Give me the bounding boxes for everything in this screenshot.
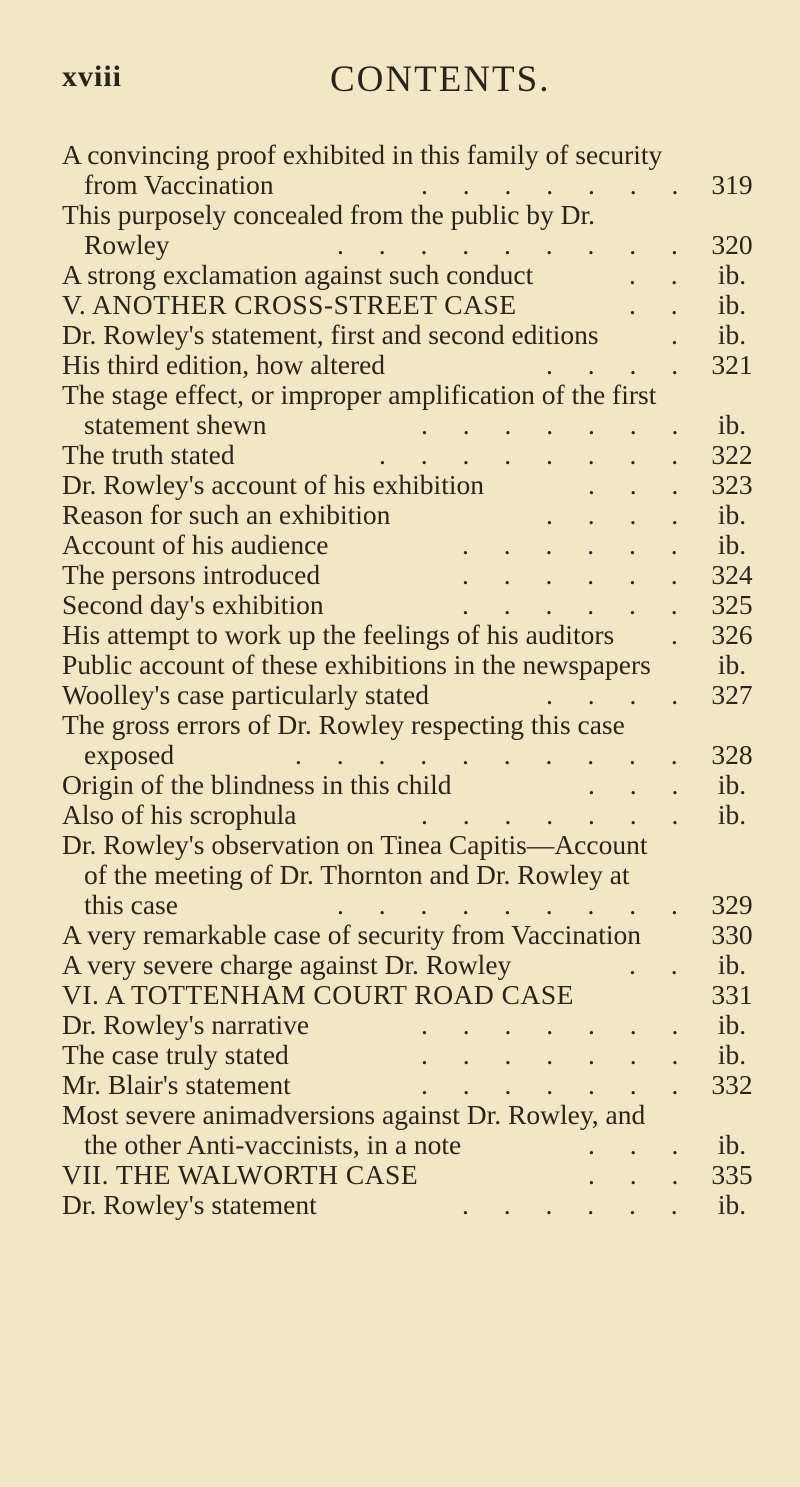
page-reference: ib. xyxy=(717,529,747,560)
entry-text: A strong exclamation against such conduct xyxy=(62,259,534,290)
entry-text: Woolley's case particularly stated xyxy=(62,679,429,710)
running-title: CONTENTS. xyxy=(330,59,551,100)
contents-entry xyxy=(62,560,762,590)
entry-line xyxy=(62,1070,762,1100)
page-reference: 324 xyxy=(711,559,753,590)
page-reference: ib. xyxy=(717,319,747,350)
page-reference: 322 xyxy=(711,439,753,470)
leader-dots: . . . . . . . . xyxy=(379,439,693,470)
page-reference: 326 xyxy=(711,619,753,650)
leader-dots: . . xyxy=(629,289,692,320)
contents-entry xyxy=(62,1160,762,1190)
page-reference: ib. xyxy=(717,769,747,800)
entry-line xyxy=(62,770,762,800)
entry-line xyxy=(62,1100,762,1130)
page-reference: ib. xyxy=(717,949,747,980)
page-header xyxy=(62,60,762,110)
entry-line xyxy=(62,680,762,710)
entry-text: statement shewn xyxy=(84,409,267,440)
entry-line xyxy=(62,170,762,200)
entry-text: Rowley xyxy=(84,229,170,260)
page-reference: 328 xyxy=(711,739,753,770)
entry-line xyxy=(62,350,762,380)
leader-dots: . . xyxy=(629,949,692,980)
entry-text: Dr. Rowley's statement, first and second editions xyxy=(62,319,599,350)
page-folio: xviii xyxy=(62,60,123,93)
entry-line xyxy=(62,410,762,440)
contents-entry xyxy=(62,680,762,710)
entry-line xyxy=(62,230,762,260)
leader-dots: . . xyxy=(629,259,692,290)
contents-entry xyxy=(62,260,762,290)
entry-text: this case xyxy=(84,889,178,920)
page-reference: ib. xyxy=(717,649,747,680)
contents-entry xyxy=(62,710,762,770)
entry-text: Second day's exhibition xyxy=(62,589,324,620)
entry-text: Dr. Rowley's account of his exhibition xyxy=(62,469,484,500)
leader-dots: . . . . . . . xyxy=(421,1039,693,1070)
entry-line xyxy=(62,1160,762,1190)
page-reference: 319 xyxy=(711,169,753,200)
leader-dots: . . . . . . . xyxy=(421,1009,693,1040)
page-reference: 327 xyxy=(711,679,753,710)
contents-entry xyxy=(62,440,762,470)
entry-text: Origin of the blindness in this child xyxy=(62,769,452,800)
contents-entry xyxy=(62,620,762,650)
leader-dots: . . . . . . . xyxy=(421,409,693,440)
entry-line xyxy=(62,440,762,470)
page-reference: 329 xyxy=(711,889,753,920)
page-reference: ib. xyxy=(717,799,747,830)
leader-dots: . . . xyxy=(588,1129,693,1160)
entry-line xyxy=(62,1130,762,1160)
entry-line xyxy=(62,320,762,350)
entry-line xyxy=(62,200,762,230)
entry-line xyxy=(62,620,762,650)
leader-dots: . xyxy=(671,619,692,650)
contents-entry xyxy=(62,650,762,680)
entry-line xyxy=(62,950,762,980)
entry-line xyxy=(62,560,762,590)
page-reference: ib. xyxy=(717,1039,747,1070)
entry-text: exposed xyxy=(84,739,175,770)
page-reference: ib. xyxy=(717,499,747,530)
page-reference: ib. xyxy=(717,289,747,320)
entry-text: of the meeting of Dr. Thornton and Dr. Rowley at xyxy=(84,859,630,890)
leader-dots: . . . . . . . . . xyxy=(337,889,692,920)
contents-entry xyxy=(62,140,762,200)
contents-entry xyxy=(62,590,762,620)
page-reference: ib. xyxy=(717,1129,747,1160)
contents-entry xyxy=(62,800,762,830)
entry-text: A convincing proof exhibited in this family of security xyxy=(62,139,663,170)
contents-list xyxy=(62,140,762,1220)
contents-entry xyxy=(62,920,762,950)
page-reference: ib. xyxy=(717,259,747,290)
leader-dots: . . . . . . . . . xyxy=(337,229,692,260)
entry-line xyxy=(62,740,762,770)
contents-entry xyxy=(62,470,762,500)
entry-line xyxy=(62,860,762,890)
entry-line xyxy=(62,980,762,1010)
entry-line xyxy=(62,830,762,860)
contents-entry xyxy=(62,200,762,260)
contents-entry xyxy=(62,830,762,920)
entry-line xyxy=(62,800,762,830)
entry-line xyxy=(62,260,762,290)
page-reference: 335 xyxy=(711,1159,753,1190)
entry-text: A very severe charge against Dr. Rowley xyxy=(62,949,512,980)
entry-line xyxy=(62,920,762,950)
contents-entry xyxy=(62,500,762,530)
entry-line xyxy=(62,1010,762,1040)
page-reference: 321 xyxy=(711,349,753,380)
leader-dots: . . . . xyxy=(546,679,693,710)
entry-line xyxy=(62,470,762,500)
leader-dots: . . . . . . xyxy=(462,559,692,590)
entry-line xyxy=(62,530,762,560)
entry-text: The stage effect, or improper amplification of the first xyxy=(62,379,657,410)
contents-entry xyxy=(62,1070,762,1100)
page-reference: ib. xyxy=(717,1009,747,1040)
page-reference: 330 xyxy=(711,919,753,950)
contents-entry xyxy=(62,380,762,440)
entry-line xyxy=(62,380,762,410)
entry-text: from Vaccination xyxy=(84,169,274,200)
contents-entry xyxy=(62,1100,762,1160)
leader-dots: . . . xyxy=(588,1159,693,1190)
contents-entry xyxy=(62,950,762,980)
contents-entry xyxy=(62,1040,762,1070)
leader-dots: . . . . . . xyxy=(462,589,692,620)
entry-line xyxy=(62,1040,762,1070)
leader-dots: . . . xyxy=(588,469,693,500)
entry-line xyxy=(62,590,762,620)
entry-line xyxy=(62,500,762,530)
leader-dots: . . . . . . xyxy=(462,529,692,560)
contents-entry xyxy=(62,980,762,1010)
entry-text: Reason for such an exhibition xyxy=(62,499,391,530)
contents-entry xyxy=(62,350,762,380)
page-reference: 320 xyxy=(711,229,753,260)
entry-text: Dr. Rowley's narrative xyxy=(62,1009,310,1040)
entry-line xyxy=(62,650,762,680)
contents-entry xyxy=(62,290,762,320)
entry-text: Account of his audience xyxy=(62,529,329,560)
leader-dots: . . . . . . . xyxy=(421,1069,693,1100)
contents-entry xyxy=(62,1010,762,1040)
entry-text: His third edition, how altered xyxy=(62,349,386,380)
entry-text: the other Anti-vaccinists, in a note xyxy=(84,1129,462,1160)
leader-dots: . . . xyxy=(588,769,693,800)
entry-text: VI. A TOTTENHAM COURT ROAD CASE xyxy=(62,979,574,1010)
entry-text: Dr. Rowley's statement xyxy=(62,1189,317,1220)
entry-line xyxy=(62,890,762,920)
entry-line xyxy=(62,140,762,170)
entry-text: V. ANOTHER CROSS-STREET CASE xyxy=(62,289,517,320)
contents-entry xyxy=(62,320,762,350)
page-reference: 332 xyxy=(711,1069,753,1100)
entry-text: Mr. Blair's statement xyxy=(62,1069,291,1100)
leader-dots: . . . . . . . xyxy=(421,169,693,200)
entry-text: A very remarkable case of security from Vaccination xyxy=(62,919,642,950)
entry-text: The gross errors of Dr. Rowley respecting this case xyxy=(62,709,625,740)
page-reference: 323 xyxy=(711,469,753,500)
leader-dots: . xyxy=(671,319,692,350)
entry-text: His attempt to work up the feelings of his auditors xyxy=(62,619,615,650)
entry-line xyxy=(62,1190,762,1220)
leader-dots: . . . . xyxy=(546,499,693,530)
contents-entry xyxy=(62,770,762,800)
entry-text: Also of his scrophula xyxy=(62,799,297,830)
entry-text: Dr. Rowley's observation on Tinea Capitis—Account xyxy=(62,829,648,860)
entry-text: Most severe animadversions against Dr. Rowley, and xyxy=(62,1099,646,1130)
entry-text: Public account of these exhibitions in the newspapers xyxy=(62,649,651,680)
leader-dots: . . . . . . . . . . xyxy=(295,739,692,770)
entry-line xyxy=(62,710,762,740)
entry-text: The case truly stated xyxy=(62,1039,289,1070)
leader-dots: . . . . xyxy=(546,349,693,380)
page-reference: 331 xyxy=(711,979,753,1010)
entry-text: The truth stated xyxy=(62,439,235,470)
entry-text: This purposely concealed from the public by Dr. xyxy=(62,199,596,230)
contents-entry xyxy=(62,530,762,560)
page-reference: ib. xyxy=(717,409,747,440)
entry-text: The persons introduced xyxy=(62,559,321,590)
page-reference: ib. xyxy=(717,1189,747,1220)
contents-entry xyxy=(62,1190,762,1220)
leader-dots: . . . . . . xyxy=(462,1189,692,1220)
entry-text: VII. THE WALWORTH CASE xyxy=(62,1159,419,1190)
leader-dots: . . . . . . . xyxy=(421,799,693,830)
entry-line xyxy=(62,290,762,320)
page-reference: 325 xyxy=(711,589,753,620)
